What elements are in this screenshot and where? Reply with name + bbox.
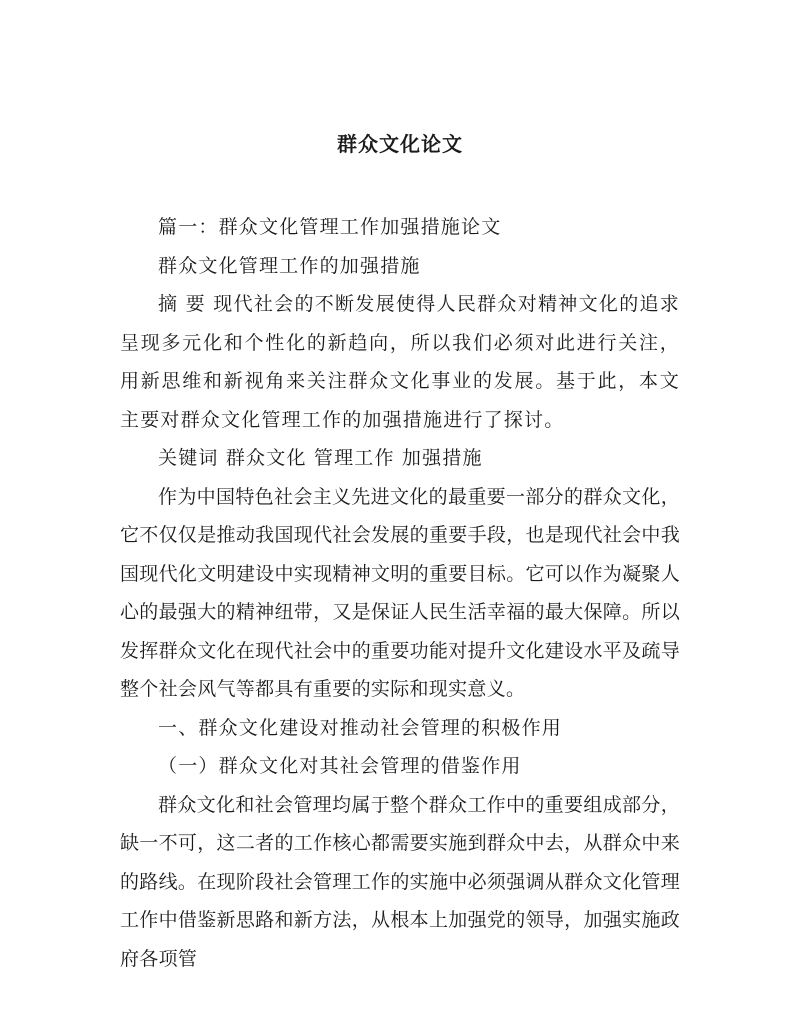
chapter-heading: 一、群众文化建设对推动社会管理的积极作用 [158, 716, 563, 739]
section-heading: 篇一：群众文化管理工作加强措施论文 [158, 216, 502, 238]
keywords-line: 关键词 群众文化 管理工作 加强措施 [158, 447, 483, 469]
document-body [120, 208, 680, 978]
subsection-heading: （一）群众文化对其社会管理的借鉴作用 [158, 755, 522, 777]
body-paragraph: 作为中国特色社会主义先进文化的最重要一部分的群众文化，它不仅仅是推动我国现代社会发展的重要手段，也是现代社会中我国现代化文明建设中实现精神文明的重要目标。它可以作为凝聚人心的最强大的精神纽带，又是保证人民生活幸福的最大保障。所以发挥群众文化在现代社会中的重要功能对提升文化建设水平及疏导整个社会风气等都具有重要的实际和现实意义。 [120, 485, 680, 700]
document-title: 群众文化论文 [337, 132, 463, 156]
body-paragraph: 群众文化和社会管理均属于整个群众工作中的重要组成部分，缺一不可，这二者的工作核心都需要实施到群众中去，从群众中来的路线。在现阶段社会管理工作的实施中必须强调从群众文化管理工作中借鉴新思路和新方法，从根本上加强党的领导，加强实施政府各项管 [120, 793, 680, 970]
article-title: 群众文化管理工作的加强措施 [158, 254, 421, 277]
abstract-paragraph: 摘 要 现代社会的不断发展使得人民群众对精神文化的追求呈现多元化和个性化的新趋向，所以我们必须对此进行关注，用新思维和新视角来关注群众文化事业的发展。基于此，本文主要对群众文化管理工作的加强措施进行了探讨。 [120, 293, 680, 431]
